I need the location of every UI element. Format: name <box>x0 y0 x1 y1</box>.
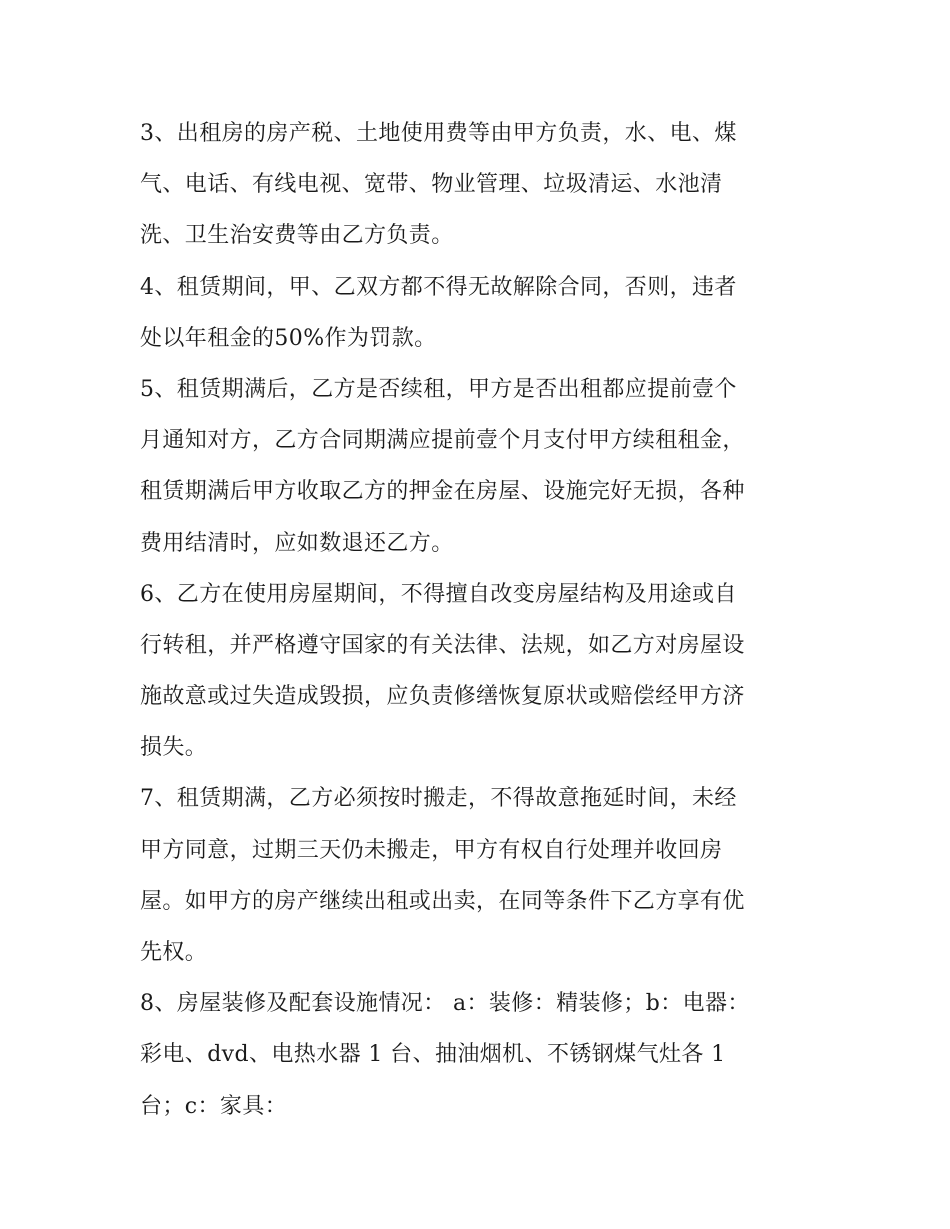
text-line: 彩电、dvd、电热水器 1 台、抽油烟机、不锈钢煤气灶各 1 <box>140 1042 726 1068</box>
text-line: 先权。 <box>140 940 208 965</box>
text-line: 7、租赁期满，乙方必须按时搬走，不得故意拖延时间，未经 <box>140 786 737 812</box>
text-line: 屋。如甲方的房产继续出租或出卖，在同等条件下乙方享有优 <box>140 888 745 914</box>
document-body <box>140 108 815 1132</box>
text-line: 8、房屋装修及配套设施情况： a：装修：精装修；b：电器： <box>140 991 750 1017</box>
text-line: 租赁期满后甲方收取乙方的押金在房屋、设施完好无损，各种 <box>140 479 745 505</box>
text-line: 甲方同意，过期三天仍未搬走，甲方有权自行处理并收回房 <box>140 837 723 863</box>
text-line: 4、租赁期间，甲、乙双方都不得无故解除合同，否则，违者 <box>140 274 737 300</box>
text-line: 施故意或过失造成毁损，应负责修缮恢复原状或赔偿经甲方济 <box>140 684 745 710</box>
text-line: 台；c：家具： <box>140 1093 288 1119</box>
text-line: 洗、卫生治安费等由乙方负责。 <box>140 223 454 249</box>
text-line: 月通知对方，乙方合同期满应提前壹个月支付甲方续租租金， <box>140 428 745 454</box>
text-line: 费用结清时，应如数退还乙方。 <box>140 530 454 556</box>
text-line: 损失。 <box>140 735 208 761</box>
text-line: 5、租赁期满后，乙方是否续租，甲方是否出租都应提前壹个 <box>140 376 737 402</box>
text-line: 气、电话、有线电视、宽带、物业管理、垃圾清运、水池清 <box>140 172 723 198</box>
text-line: 处以年租金的50%作为罚款。 <box>140 325 437 351</box>
text-line: 行转租，并严格遵守国家的有关法律、法规，如乙方对房屋设 <box>140 632 745 658</box>
text-line: 6、乙方在使用房屋期间，不得擅自改变房屋结构及用途或自 <box>140 581 737 607</box>
text-line: 3、出租房的房产税、土地使用费等由甲方负责，水、电、煤 <box>140 121 737 146</box>
